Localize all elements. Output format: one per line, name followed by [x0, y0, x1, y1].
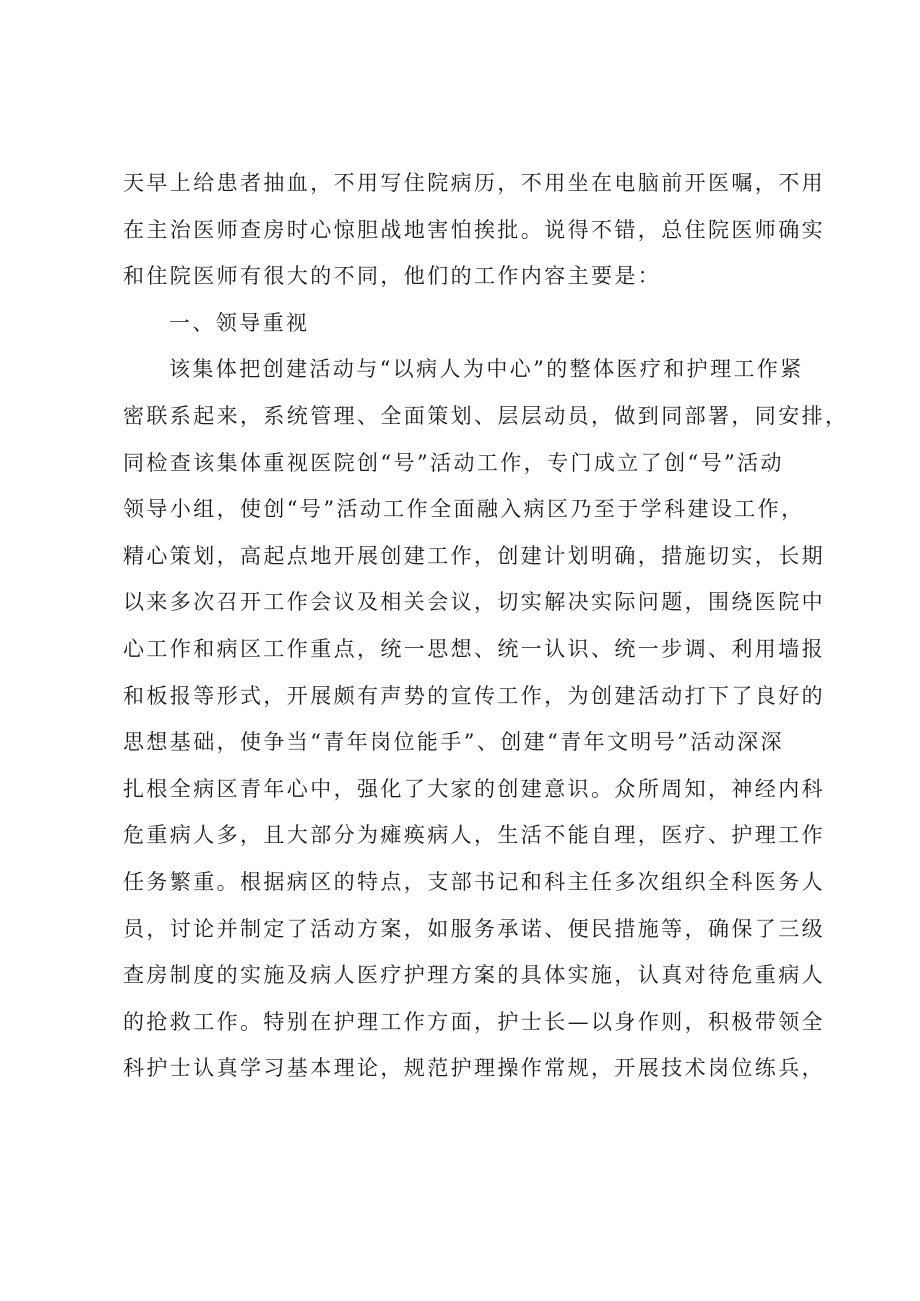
- body-text: [123, 160, 849, 1092]
- text-line: 密联系起来，系统管理、全面策划、层层动员，做到同部署，同安排，: [123, 403, 849, 428]
- text-line: 同检查该集体重视医院创“号”活动工作，专门成立了创“号”活动: [123, 450, 784, 475]
- paragraph-first-line: 该集体把创建活动与“以病人为中心”的整体医疗和护理工作紧: [169, 357, 804, 382]
- text-line: 的抢救工作。特别在护理工作方面，护士长—以身作则，积极带领全: [123, 1009, 825, 1034]
- text-line: 任务繁重。根据病区的特点，支部书记和科主任多次组织全科医务人: [123, 869, 825, 894]
- text-line: 心工作和病区工作重点，统一思想、统一认识、统一步调、利用墙报: [123, 636, 825, 661]
- text-line: 员，讨论并制定了活动方案，如服务承诺、便民措施等，确保了三级: [123, 916, 825, 941]
- text-line: 和板报等形式，开展颇有声势的宣传工作，为创建活动打下了良好的: [123, 683, 825, 708]
- text-line: 查房制度的实施及病人医疗护理方案的具体实施，认真对待危重病人: [123, 963, 825, 988]
- text-line: 扎根全病区青年心中，强化了大家的创建意识。众所周知，神经内科: [123, 776, 825, 801]
- text-line: 精心策划，高起点地开展创建工作，创建计划明确，措施切实，长期: [123, 543, 825, 568]
- section-heading: 一、领导重视: [169, 310, 310, 335]
- text-line: 危重病人多，且大部分为瘫痪病人，生活不能自理，医疗、护理工作: [123, 823, 825, 848]
- text-line: 思想基础，使争当“青年岗位能手”、创建“青年文明号”活动深深: [123, 730, 784, 755]
- text-line: 天早上给患者抽血，不用写住院病历，不用坐在电脑前开医嘱，不用: [123, 171, 825, 195]
- text-line: 科护士认真学习基本理论，规范护理操作常规，开展技术岗位练兵，: [123, 1056, 825, 1081]
- text-line: 领导小组，使创“号”活动工作全面融入病区乃至于学科建设工作，: [123, 497, 805, 522]
- text-line: 以来多次召开工作会议及相关会议，切实解决实际问题，围绕医院中: [123, 590, 825, 615]
- text-line: 和住院医师有很大的不同，他们的工作内容主要是：: [123, 264, 662, 289]
- text-line: 在主治医师查房时心惊胆战地害怕挨批。说得不错，总住院医师确实: [123, 217, 825, 242]
